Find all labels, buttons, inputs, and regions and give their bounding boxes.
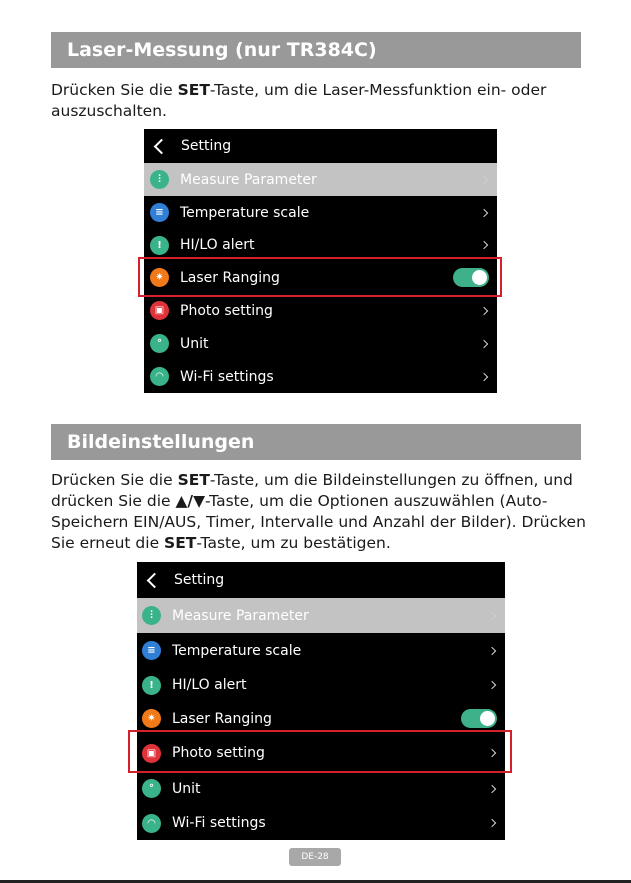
screen-header [144,129,497,163]
chevron-right-icon [488,611,496,619]
chevron-right-icon [488,646,496,654]
photo-icon: ▣ [150,301,169,320]
laser-icon: ✷ [142,709,161,728]
wifi-icon: ◠ [142,814,161,833]
menu-item-label: Laser Ranging [172,710,272,727]
menu-item-temperature-scale[interactable] [137,633,505,668]
thermometer-icon: ⫶ [142,606,161,625]
menu-item-label: Temperature scale [180,204,310,221]
menu-item-label: HI/LO alert [180,237,255,253]
photo-icon: ▣ [142,744,161,763]
chevron-right-icon [488,819,496,827]
chevron-right-icon [480,306,488,314]
menu-item-label: Temperature scale [172,642,302,659]
alert-icon: ! [142,676,161,695]
menu-item-label: Measure Parameter [180,171,317,188]
unit-icon: ° [150,334,169,353]
chevron-right-icon [480,372,488,380]
menu-item-measure-parameter[interactable] [144,163,497,196]
screen-title: Setting [174,572,225,588]
chevron-right-icon [488,784,496,792]
highlight-laser-ranging [138,257,502,297]
screen-header [137,562,505,598]
menu-item-label: Measure Parameter [172,607,309,624]
back-icon[interactable] [147,572,163,588]
laser-icon: ✷ [150,268,169,287]
chevron-right-icon [480,175,488,183]
menu-item-label: Wi-Fi settings [172,815,266,831]
image-settings-description: Drücken Sie die SET-Taste, um die Bildeinstellungen zu öffnen, und drücken Sie die ▲/▼-Taste, um die Optionen auszuwählen (Auto-Speichern EIN/AUS, Timer, Intervalle und Anzahl der Bilder). Drücken Sie erneut die SET-Taste, um zu bestätigen. [51,471,586,552]
menu-item-wifi-settings[interactable] [144,360,497,393]
alert-icon: ! [150,236,169,255]
unit-icon: ° [142,779,161,798]
sliders-icon: ≡ [142,641,161,660]
menu-item-label: Laser Ranging [180,269,280,286]
section-title-laser: Laser-Messung (nur TR384C) [51,32,581,68]
highlight-photo-setting [128,730,512,773]
menu-item-unit[interactable] [137,771,505,806]
chevron-right-icon [480,208,488,216]
screen-title: Setting [181,138,232,154]
menu-item-wifi-settings[interactable] [137,806,505,840]
chevron-right-icon [480,339,488,347]
thermometer-icon: ⫶ [150,170,169,189]
menu-item-measure-parameter[interactable] [137,598,505,633]
chevron-right-icon [480,241,488,249]
menu-item-label: HI/LO alert [172,677,247,693]
page-number: DE-28 [289,848,341,866]
wifi-icon: ◠ [150,367,169,386]
menu-item-unit[interactable] [144,327,497,360]
laser-ranging-toggle[interactable] [461,709,497,728]
menu-item-photo-setting[interactable] [144,294,497,327]
chevron-right-icon [488,681,496,689]
laser-description: Drücken Sie die SET-Taste, um die Laser-Messfunktion ein- oder auszuschalten. [51,81,547,120]
menu-item-temperature-scale[interactable] [144,196,497,229]
section-title-image-settings: Bildeinstellungen [51,424,581,460]
menu-item-hilo-alert[interactable] [137,668,505,702]
menu-item-label: Unit [180,335,209,352]
back-icon[interactable] [154,138,170,154]
menu-item-label: Photo setting [180,302,273,319]
menu-item-label: Wi-Fi settings [180,368,274,385]
device-screen-2 [137,562,505,840]
sliders-icon: ≡ [150,203,169,222]
menu-item-label: Unit [172,780,201,797]
menu-item-label: Photo setting [172,745,265,761]
